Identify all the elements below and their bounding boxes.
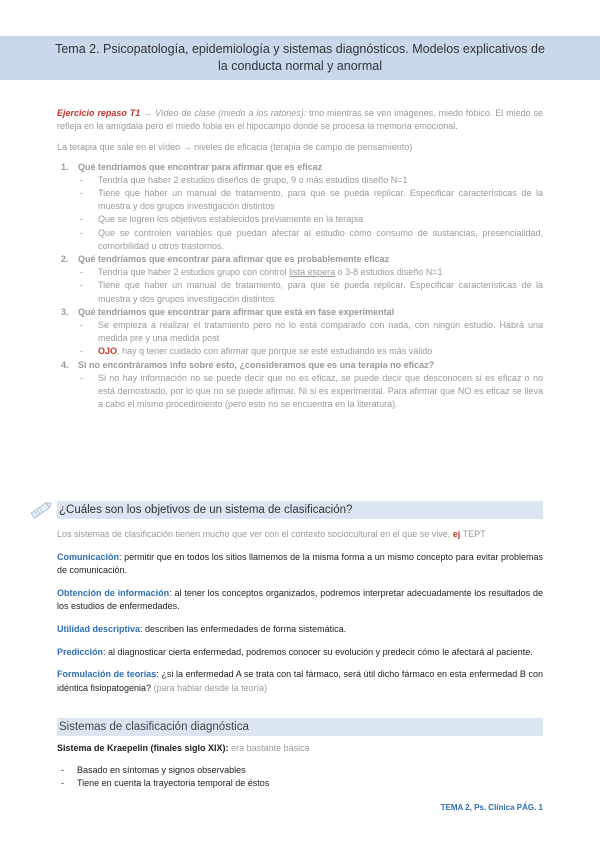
page-footer: TEMA 2, Ps. Clínica PÁG. 1 (440, 803, 543, 812)
page-header (0, 36, 600, 80)
exercise-block (57, 107, 543, 411)
exercise-text: tmo mientras se ven imágenes, miedo fóbico. El miedo se refleja en la amígdala pero el miedo fobia en el hipocampo donde se procesa la memoria emocional. (57, 108, 543, 132)
objective-item: Formulación de teorías: ¿si la enfermedad A se trata con tal fármaco, será útil dicho fármaco en esta enfermedad B con idéntica fisiopatogenia? (para hablar desde la teoría) (57, 669, 543, 693)
question-text: Qué tendríamos que encontrar para afirmar que es probablemente eficaz (78, 254, 390, 265)
pencil-icon (28, 497, 54, 523)
header-title-line2: la conducta normal y anormal (218, 59, 382, 73)
question-4 (57, 359, 543, 412)
question-3 (57, 306, 543, 359)
question-3-items (78, 319, 543, 359)
question-number: 1. (61, 161, 69, 172)
objective-item: Utilidad descriptiva: describen las enfermedades de forma sistemática. (57, 623, 347, 634)
list-item: - Tiene en cuenta la trayectoria temporal de éstos (61, 778, 270, 789)
question-2 (57, 253, 543, 306)
question-number: 2. (61, 254, 69, 265)
objective-item: Predicción: al diagnosticar cierta enfermedad, podremos conocer su evolución y predecir cómo le afectará al paciente. (57, 646, 533, 657)
kraepelin-line: Sistema de Kraepelin (finales siglo XIX): era bastante básica (57, 743, 310, 753)
objectives-intro: Los sistemas de clasificación tienen mucho que ver con el contexto sociocultural en el que se vive, ej TEPT (57, 529, 486, 539)
exercise-subtitle: Vídeo de clase (miedo a los ratones): (155, 108, 307, 118)
question-1 (57, 161, 543, 253)
exercise-title: Ejercicio repaso T1 (57, 108, 141, 118)
objective-item: Obtención de información: al tener los conceptos organizados, podremos interpretar adecuadamente los resultados de los estudios de enfermedades. (57, 587, 543, 612)
list-item: - Se empieza a realizar el tratamiento pero no lo está comparado con nada, con ningún estudio. Habrá una medida pre y una medida post (80, 320, 543, 344)
section-heading-systems: Sistemas de clasificación diagnóstica (57, 718, 543, 736)
header-title-line1: Tema 2. Psicopatología, epidemiología y sistemas diagnósticos. Modelos explicativos de (55, 42, 545, 56)
systems-block (57, 742, 543, 791)
objectives-block (57, 528, 543, 695)
question-text: Qué tendríamos que encontrar para afirmar que está en fase experimental (78, 306, 395, 317)
kraepelin-bullets (57, 764, 543, 791)
arrow-glyph: → (143, 108, 153, 118)
question-number: 3. (61, 306, 69, 317)
list-item: - Que se logren los objetivos establecidos previamente en la terapia (80, 214, 364, 225)
exercise-paragraph (57, 107, 543, 133)
list-item: - OJO, hay q tener cuidado con afirmar que porque se esté estudiando es más válido (80, 346, 433, 357)
question-text: Si no encontráramos info sobre esto, ¿consideramos que es una terapia no eficaz? (78, 359, 435, 370)
question-4-items (78, 372, 543, 412)
section-heading-objectives: ¿Cuáles son los objetivos de un sistema de clasificación? (57, 501, 543, 519)
list-item: - Si no hay información no se puede decir que no es eficaz, se puede decir que desconocen si es eficaz o no está demostrado, por lo que no se puede afirmar. Ni si es experimental. Para afirmar que NO es eficaz se lleva a cabo el mismo procedimiento (pero esto no se encuentra en la literatura). (80, 372, 543, 410)
list-item: - Que se controlen variables que puedan afectar al estudio como consumo de sustancias, presencialidad, comorbilidad u otros trastornos. (80, 227, 543, 251)
list-item: - Tiene que haber un manual de tratamiento, para que se pueda replicar. Especificar características de la muestra y dos grupos investigación distintos (80, 280, 543, 304)
question-text: Qué tendríamos que encontrar para afirmar que es eficaz (78, 161, 323, 172)
questions-list (57, 161, 543, 412)
list-item: - Tendría que haber 2 estudios diseños de grupo, 9 o más estudios diseño N=1 (80, 174, 408, 185)
list-item: - Basado en síntomas y signos observables (61, 764, 246, 775)
therapy-line: La terapia que sale en el vídeo → niveles de eficacia (terapia de campo de pensamiento) (57, 142, 413, 153)
ojo-highlight: OJO (98, 346, 118, 357)
question-1-items (78, 174, 543, 253)
underlined-term: lista espera (289, 267, 336, 278)
question-number: 4. (61, 359, 69, 370)
question-2-items (78, 266, 543, 306)
list-item: - Tendría que haber 2 estudios grupo con control lista espera o 3-8 estudios diseño N=1 (80, 267, 443, 278)
objective-item: Comunicación: permitir que en todos los sitios llamemos de la misma forma a un mismo concepto para evitar problemas de comunicación. (57, 551, 543, 576)
list-item: - Tiene que haber un manual de tratamiento, para que se pueda replicar. Especificar características de la muestra y dos grupos investigación distintos (80, 188, 543, 212)
